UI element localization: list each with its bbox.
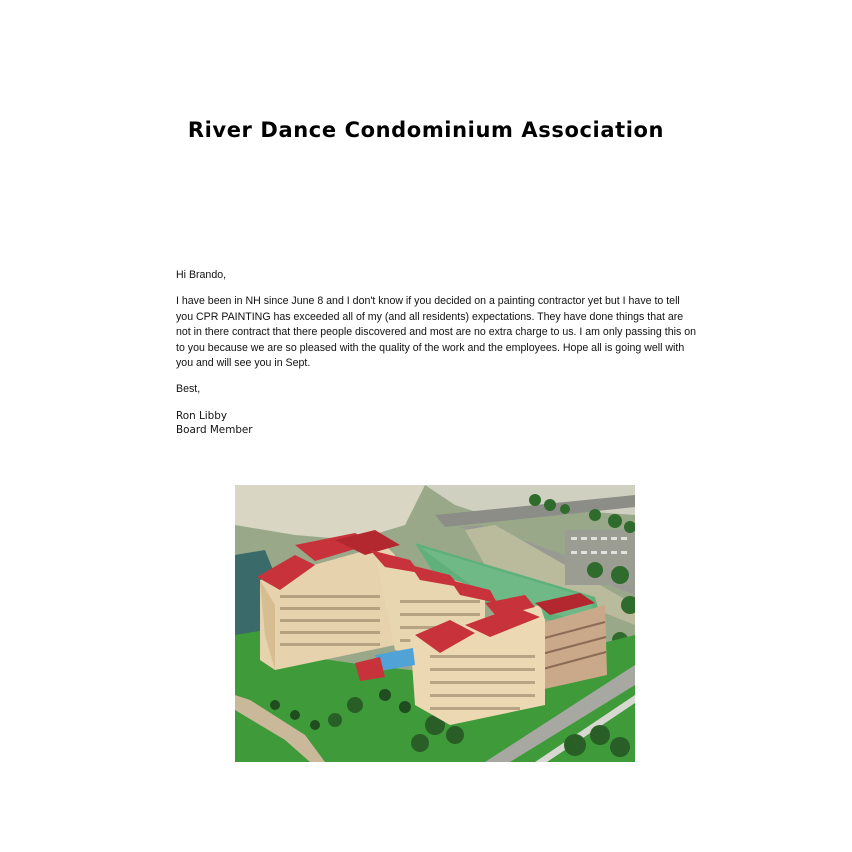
signature-title: Board Member [176, 423, 253, 436]
letter [176, 268, 696, 437]
letter-body: I have been in NH since June 8 and I don't know if you decided on a painting contractor yet but I have to tell you CPR PAINTING has exceeded all of my (and all residents) expectations. They have done things that are not in there contract that there people discovered and most are no extra charge to us. I am only passing this on to you because we are so pleased with the quality of the work and the employees. Hope all is going well with you and will see you in Sept. [176, 295, 696, 370]
letter-greeting: Hi Brando, [176, 269, 227, 281]
letter-closing: Best, [176, 383, 201, 396]
page-title: River Dance Condominium Association [187, 118, 665, 142]
signature-name: Ron Libby [176, 409, 228, 422]
condominium-aerial-photo [235, 485, 635, 762]
